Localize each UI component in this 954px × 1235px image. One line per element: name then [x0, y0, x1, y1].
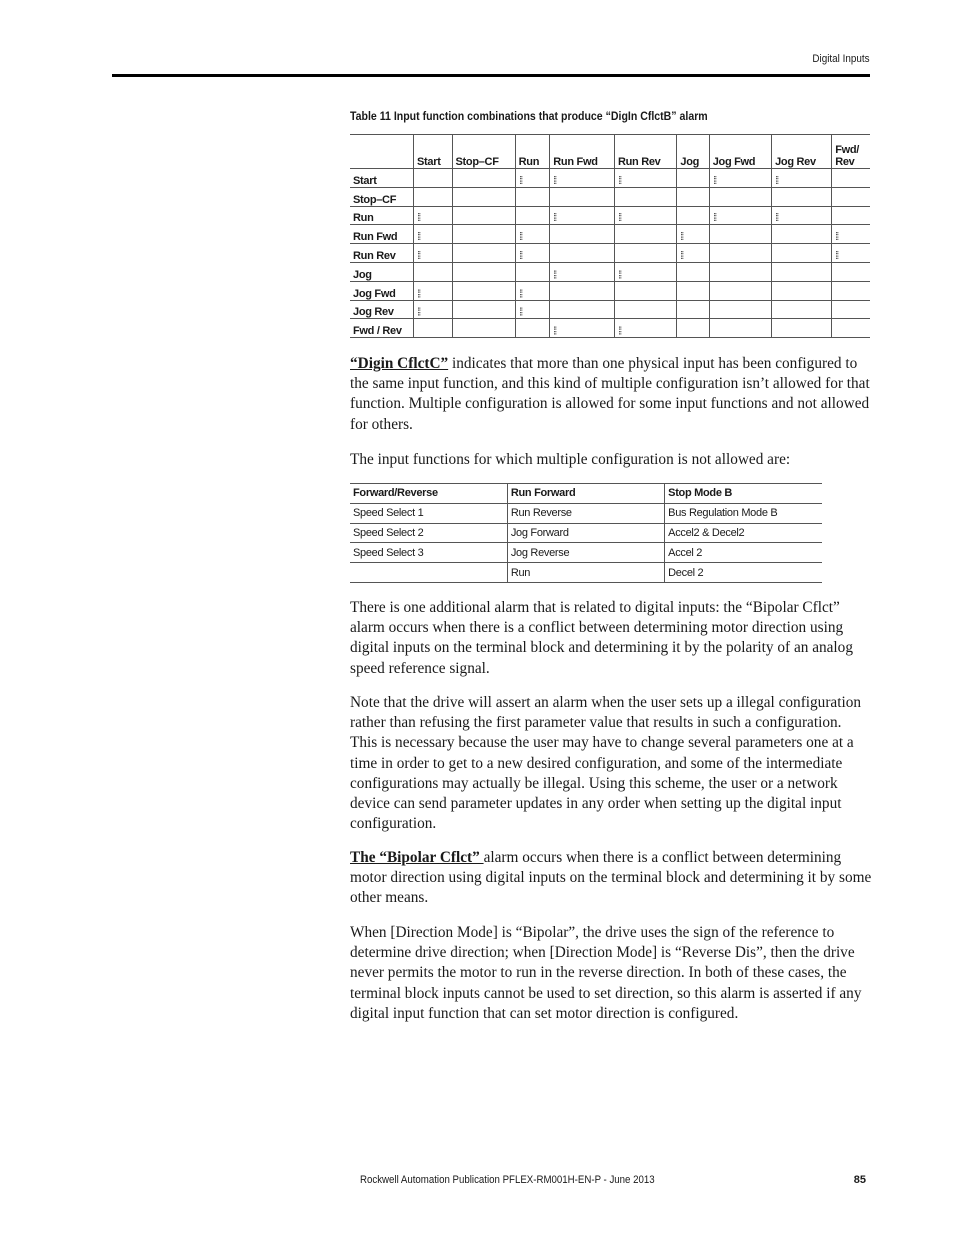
matrix-row [350, 169, 870, 188]
combo-column-header: Run Forward [507, 484, 664, 504]
combo-cell: Speed Select 1 [350, 503, 507, 523]
matrix-row-label: Run [350, 206, 414, 225]
matrix-column-header: Jog Fwd [709, 135, 771, 169]
matrix-row-label: Stop–CF [350, 187, 414, 206]
conflict-mark-icon: ⁞⁞ [519, 250, 522, 263]
matrix-cell [452, 319, 515, 338]
combo-row [350, 523, 822, 543]
matrix-column-header: Start [414, 135, 453, 169]
matrix-cell [550, 225, 615, 244]
matrix-cell [832, 244, 870, 263]
matrix-cell [550, 206, 615, 225]
conflict-mark-icon: ⁞⁞ [680, 250, 684, 263]
matrix-cell [452, 225, 515, 244]
paragraph-text: alarm occurs when there is a conflict between determining motor direction using digital inputs on the terminal block and determining it by some other means. [350, 849, 872, 907]
matrix-row [350, 244, 870, 263]
combo-cell: Accel2 & Decel2 [665, 523, 822, 543]
paragraph-bipolar-intro: There is one additional alarm that is related to digital inputs: the “Bipolar Cflct” alarm occurs when there is a conflict between determining motor direction using digital inputs on the terminal block and determining it by the polarity of an analog speed reference signal. [350, 599, 853, 677]
matrix-cell [515, 187, 550, 206]
matrix-cell [677, 225, 709, 244]
header-rule [112, 74, 870, 77]
matrix-cell [550, 187, 615, 206]
conflict-mark-icon: ⁞⁞ [519, 231, 522, 244]
combo-cell: Run [507, 563, 664, 583]
matrix-cell [832, 187, 870, 206]
combo-cell: Run Reverse [507, 503, 664, 523]
matrix-cell [677, 206, 709, 225]
matrix-cell [414, 319, 453, 338]
matrix-cell [772, 319, 832, 338]
matrix-cell [550, 244, 615, 263]
matrix-cell [772, 187, 832, 206]
conflict-mark-icon: ⁞⁞ [417, 306, 421, 319]
matrix-cell [414, 187, 453, 206]
matrix-cell [614, 319, 676, 338]
matrix-cell [515, 319, 550, 338]
conflict-mark-icon: ⁞⁞ [417, 212, 421, 225]
matrix-column-header: Run Rev [614, 135, 676, 169]
matrix-row-label: Fwd / Rev [350, 319, 414, 338]
matrix-cell [452, 244, 515, 263]
matrix-cell [414, 281, 453, 300]
matrix-cell [414, 262, 453, 281]
matrix-cell [452, 187, 515, 206]
matrix-cell [614, 187, 676, 206]
matrix-column-header: Jog [677, 135, 709, 169]
matrix-cell [677, 244, 709, 263]
conflict-mark-icon: ⁞⁞ [835, 250, 839, 263]
combo-cell [350, 563, 507, 583]
matrix-cell [709, 187, 771, 206]
paragraph-text: indicates that more than one physical input has been configured to the same input function, and this kind of multiple configuration isn’t allowed for that function. Multiple configuration is allowed for some input functions and not allowed for others. [350, 355, 870, 433]
matrix-row [350, 187, 870, 206]
matrix-row-label: Run Rev [350, 244, 414, 263]
combo-cell: Bus Regulation Mode B [665, 503, 822, 523]
matrix-cell [709, 262, 771, 281]
combo-cell: Jog Forward [507, 523, 664, 543]
conflict-mark-icon: ⁞⁞ [417, 288, 421, 301]
matrix-cell [677, 187, 709, 206]
matrix-cell [677, 262, 709, 281]
conflict-mark-icon: ⁞⁞ [618, 269, 622, 282]
paragraph-digin-cflctc [350, 354, 872, 435]
matrix-cell [709, 244, 771, 263]
conflict-mark-icon: ⁞⁞ [680, 231, 684, 244]
bipolar-cflct-link[interactable]: The “Bipolar Cflct” [350, 849, 484, 866]
matrix-cell [550, 300, 615, 319]
combo-row [350, 563, 822, 583]
matrix-cell [832, 319, 870, 338]
conflict-mark-icon: ⁞⁞ [553, 175, 557, 188]
matrix-column-header: Run [515, 135, 550, 169]
conflict-mark-icon: ⁞⁞ [835, 231, 839, 244]
matrix-cell [515, 244, 550, 263]
combo-cell: Decel 2 [665, 563, 822, 583]
conflict-matrix-table [350, 134, 870, 338]
matrix-cell [709, 281, 771, 300]
matrix-cell [832, 225, 870, 244]
combo-row [350, 543, 822, 563]
combo-body [350, 503, 822, 582]
matrix-cell [614, 300, 676, 319]
matrix-cell [709, 225, 771, 244]
combo-cell: Speed Select 3 [350, 543, 507, 563]
matrix-cell [709, 206, 771, 225]
matrix-row-label: Start [350, 169, 414, 188]
matrix-row [350, 225, 870, 244]
combo-cell: Speed Select 2 [350, 523, 507, 543]
conflict-mark-icon: ⁞⁞ [519, 288, 522, 301]
conflict-mark-icon: ⁞⁞ [417, 250, 421, 263]
matrix-cell [515, 225, 550, 244]
matrix-cell [515, 206, 550, 225]
conflict-mark-icon: ⁞⁞ [618, 175, 622, 188]
matrix-cell [709, 300, 771, 319]
matrix-cell [832, 262, 870, 281]
matrix-cell [772, 225, 832, 244]
matrix-cell [414, 244, 453, 263]
matrix-row-label: Run Fwd [350, 225, 414, 244]
matrix-cell [515, 281, 550, 300]
matrix-cell [832, 300, 870, 319]
matrix-cell [677, 169, 709, 188]
matrix-cell [772, 262, 832, 281]
matrix-cell [550, 319, 615, 338]
paragraph-direction-mode: When [Direction Mode] is “Bipolar”, the drive uses the sign of the reference to determine drive direction; when [Direction Mode] is “Reverse Dis”, then the drive never permits the motor to run in the reverse direction. In both of these cases, the terminal block inputs cannot be used to set direction, so this alarm is asserted if any digital input function that can set motor direction is configured. [350, 924, 862, 1022]
matrix-body [350, 169, 870, 338]
matrix-cell [452, 262, 515, 281]
matrix-cell [550, 169, 615, 188]
matrix-cell [677, 300, 709, 319]
matrix-cell [772, 300, 832, 319]
matrix-cell [414, 225, 453, 244]
matrix-cell [772, 206, 832, 225]
paragraph-bipolar-cflct [350, 848, 872, 909]
page-number: 85 [853, 1174, 866, 1186]
paragraph-intro-list: The input functions for which multiple configuration is not allowed are: [350, 451, 791, 468]
matrix-cell [614, 225, 676, 244]
matrix-column-header: Run Fwd [550, 135, 615, 169]
matrix-cell [550, 281, 615, 300]
matrix-row-label: Jog Fwd [350, 281, 414, 300]
conflict-mark-icon: ⁞⁞ [519, 306, 522, 319]
matrix-cell [614, 206, 676, 225]
matrix-cell [452, 206, 515, 225]
combo-row [350, 503, 822, 523]
matrix-row-label: Jog Rev [350, 300, 414, 319]
matrix-row [350, 300, 870, 319]
conflict-mark-icon: ⁞⁞ [553, 269, 557, 282]
matrix-header-row [350, 135, 870, 169]
conflict-mark-icon: ⁞⁞ [713, 175, 716, 188]
matrix-cell [677, 281, 709, 300]
conflict-mark-icon: ⁞⁞ [775, 175, 779, 188]
conflict-mark-icon: ⁞⁞ [417, 231, 421, 244]
combo-column-header: Stop Mode B [665, 484, 822, 504]
combo-cell: Accel 2 [665, 543, 822, 563]
matrix-cell [614, 169, 676, 188]
matrix-cell [832, 281, 870, 300]
matrix-row [350, 281, 870, 300]
matrix-column-header: Jog Rev [772, 135, 832, 169]
matrix-column-header: Stop–CF [452, 135, 515, 169]
footer-publication: Rockwell Automation Publication PFLEX-RM001H-EN-P - June 2013 [360, 1174, 655, 1186]
combo-header-row [350, 484, 822, 504]
conflict-mark-icon: ⁞⁞ [618, 325, 622, 338]
matrix-cell [614, 244, 676, 263]
matrix-corner-cell [350, 135, 414, 169]
combo-column-header: Forward/Reverse [350, 484, 507, 504]
section-name: Digital Inputs [812, 53, 870, 65]
paragraph-illegal-config: Note that the drive will assert an alarm when the user sets up a illegal configuration rather than refusing the first parameter value that results in such a configuration. This is necessary because the user may have to change several parameters one at a time in order to get to a new desired configuration, and some of the intermediate configurations may actually be illegal. Using this scheme, the user or a network device can send parameter updates in any order when setting up the digital input configuration. [350, 694, 862, 833]
matrix-cell [677, 319, 709, 338]
matrix-cell [452, 169, 515, 188]
matrix-cell [832, 169, 870, 188]
conflict-mark-icon: ⁞⁞ [713, 212, 716, 225]
multiple-config-table [350, 483, 822, 583]
conflict-mark-icon: ⁞⁞ [775, 212, 779, 225]
conflict-mark-icon: ⁞⁞ [618, 212, 622, 225]
matrix-cell [515, 262, 550, 281]
matrix-cell [414, 300, 453, 319]
matrix-cell [772, 281, 832, 300]
digin-cflctc-link[interactable]: “Digin CflctC” [350, 355, 449, 372]
matrix-row [350, 319, 870, 338]
conflict-mark-icon: ⁞⁞ [519, 175, 522, 188]
matrix-column-header: Fwd/ Rev [832, 135, 870, 169]
matrix-row [350, 206, 870, 225]
matrix-cell [709, 169, 771, 188]
matrix-cell [414, 169, 453, 188]
combo-cell: Jog Reverse [507, 543, 664, 563]
matrix-cell [832, 206, 870, 225]
matrix-cell [550, 262, 615, 281]
matrix-cell [452, 300, 515, 319]
conflict-mark-icon: ⁞⁞ [553, 325, 557, 338]
matrix-cell [614, 281, 676, 300]
matrix-cell [515, 300, 550, 319]
matrix-cell [515, 169, 550, 188]
matrix-cell [414, 206, 453, 225]
matrix-cell [709, 319, 771, 338]
matrix-cell [772, 244, 832, 263]
matrix-cell [452, 281, 515, 300]
matrix-row-label: Jog [350, 262, 414, 281]
matrix-row [350, 262, 870, 281]
table-caption: Table 11 Input function combinations that produce “DigIn CflctB” alarm [350, 109, 708, 123]
matrix-cell [614, 262, 676, 281]
conflict-mark-icon: ⁞⁞ [553, 212, 557, 225]
matrix-cell [772, 169, 832, 188]
